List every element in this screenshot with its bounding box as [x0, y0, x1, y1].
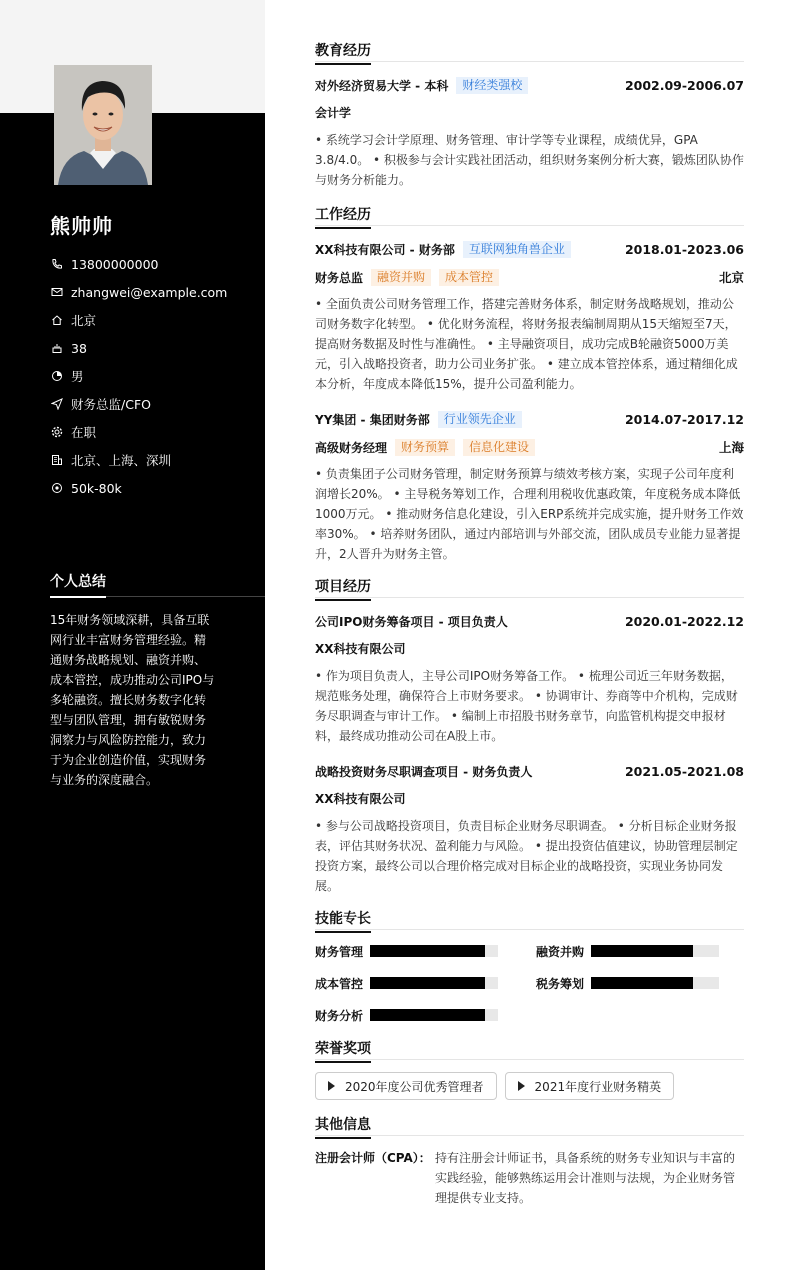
education-period: 2002.09-2006.07 — [624, 77, 744, 93]
skill-name: 税务筹划 — [536, 976, 585, 991]
skill-bar — [370, 945, 498, 957]
project-item — [315, 610, 744, 746]
skills-grid — [315, 942, 744, 1024]
skill-fill — [370, 977, 485, 989]
position-text: 财务总监/CFO — [71, 397, 151, 412]
email-text: zhangwei@example.com — [71, 284, 228, 300]
work-header — [315, 238, 744, 260]
play-icon — [518, 1081, 525, 1091]
section-title: 其他信息 — [315, 1116, 371, 1139]
skill-item — [536, 942, 744, 960]
project-desc: • 参与公司战略投资项目，负责目标企业财务尽职调查。 • 分析目标企业财务报表，评估其财务状况、盈利能力与风险。 • 提出投资估值建议，协助管理层制定投资方案，最终公司以合理价格完成对目标企业的战略投资，实现业务协同发展。 — [315, 819, 738, 893]
company-tag: 行业领先企业 — [438, 411, 522, 428]
section-header — [315, 1038, 744, 1060]
section-title: 项目经历 — [315, 578, 371, 601]
education-row — [315, 74, 744, 96]
work-desc: • 全面负责公司财务管理工作，搭建完善财务体系，制定财务战略规划，推动公司财务数字化转型。 • 优化财务流程，将财务报表编制周期从15天缩短至7天，提高财务数据及时性与准确性。 • 主导融资项目，成功完成B轮融资5000万美元，引入战略投资者，助力公司业务扩张。 • 建立成本管控体系，通过精细化成本分析，年度成本降低15%，提升公司盈利能力。 — [315, 297, 738, 391]
project-company: XX科技有限公司 — [315, 642, 406, 656]
section-title: 工作经历 — [315, 206, 371, 229]
section-title: 技能专长 — [315, 910, 371, 933]
phone-icon — [50, 258, 63, 271]
section-header — [315, 40, 744, 62]
other-value: 持有注册会计师证书，具备系统的财务专业知识与丰富的实践经验，能够熟练运用会计准则与法规，为企业财务管理提供专业支持。 — [435, 1151, 736, 1205]
project-name: 战略投资财务尽职调查项目 - 财务负责人 — [315, 764, 533, 779]
skill-name: 成本管控 — [315, 976, 364, 991]
location-text: 北京 — [71, 313, 97, 328]
section-header — [315, 204, 744, 226]
awards-section — [315, 1038, 744, 1100]
project-item — [315, 760, 744, 896]
skill-bar — [591, 945, 719, 957]
skill-name: 财务分析 — [315, 1008, 364, 1023]
award-label: 2021年度行业财务精英 — [534, 1079, 662, 1094]
skill-tag: 成本管控 — [439, 269, 499, 286]
role-row — [315, 266, 744, 288]
skill-item — [315, 1006, 536, 1024]
skill-tag: 信息化建设 — [463, 439, 535, 456]
play-icon — [328, 1081, 335, 1091]
work-desc: • 负责集团子公司财务管理，制定财务预算与绩效考核方案，实现子公司年度利润增长20%。 • 主导税务筹划工作，合理利用税收优惠政策，年度税务成本降低1000万元。 • 推动财务信息化建设，引入ERP系统并完成实施，提升财务工作效率30%。 • 培养财务团队，通过内部培训与外部交流，团队成员专业能力显著提升，2人晋升为财务主管。 — [315, 467, 744, 561]
cities-row — [50, 446, 227, 474]
project-period: 2021.05-2021.08 — [624, 763, 744, 779]
work-city: 上海 — [718, 440, 744, 455]
avatar — [54, 65, 152, 185]
skill-name: 融资并购 — [536, 944, 585, 959]
role: 高级财务经理 — [315, 440, 388, 455]
section-header — [315, 576, 744, 598]
skills-section — [315, 908, 744, 1024]
summary-title: 个人总结 — [50, 571, 106, 598]
cities-text: 北京、上海、深圳 — [71, 453, 172, 468]
company-tag: 互联网独角兽企业 — [463, 241, 571, 258]
award-label: 2020年度公司优秀管理者 — [345, 1079, 484, 1094]
status-row — [50, 418, 227, 446]
skill-bar — [370, 977, 498, 989]
other-key: 注册会计师（CPA）： — [315, 1151, 431, 1165]
skill-tag: 融资并购 — [371, 269, 431, 286]
age-row — [50, 334, 227, 362]
coin-icon — [50, 482, 63, 495]
candidate-name: 熊帅帅 — [50, 214, 113, 238]
send-icon — [50, 398, 63, 411]
work-period: 2018.01-2023.06 — [624, 241, 744, 257]
skill-item — [536, 974, 744, 992]
company-name: YY集团 - 集团财务部 — [315, 412, 430, 427]
home-icon — [50, 314, 63, 327]
school-name: 对外经济贸易大学 - 本科 — [315, 78, 449, 93]
education-section — [315, 40, 744, 190]
gender-icon — [50, 370, 63, 383]
contact-info — [50, 250, 227, 502]
gender-row — [50, 362, 227, 390]
work-header — [315, 408, 744, 430]
salary-text: 50k-80k — [71, 480, 122, 496]
skill-name: 财务管理 — [315, 944, 364, 959]
location-row — [50, 306, 227, 334]
mail-icon — [50, 286, 63, 299]
gear-icon — [50, 426, 63, 439]
gender-text: 男 — [71, 369, 84, 384]
status-text: 在职 — [71, 425, 97, 440]
email-row — [50, 278, 227, 306]
award-item — [315, 1072, 497, 1100]
project-name: 公司IPO财务筹备项目 - 项目负责人 — [315, 614, 508, 629]
section-header — [315, 1114, 744, 1136]
award-item — [505, 1072, 675, 1100]
major: 会计学 — [315, 106, 352, 120]
projects-section — [315, 576, 744, 896]
section-title: 荣誉奖项 — [315, 1040, 371, 1063]
age-text: 38 — [71, 340, 87, 356]
skill-item — [315, 974, 536, 992]
main-content — [315, 40, 744, 1208]
company-name: XX科技有限公司 - 财务部 — [315, 242, 455, 257]
work-section — [315, 204, 744, 564]
education-desc: • 系统学习会计学原理、财务管理、审计学等专业课程，成绩优异，GPA 3.8/4.0。 • 积极参与会计实践社团活动，组织财务案例分析大赛，锻炼团队协作与财务分析能力。 — [315, 133, 744, 187]
phone-row — [50, 250, 227, 278]
project-header — [315, 760, 744, 782]
work-item — [315, 408, 744, 564]
work-city: 北京 — [718, 270, 744, 285]
project-header — [315, 610, 744, 632]
cake-icon — [50, 342, 63, 355]
work-period: 2014.07-2017.12 — [624, 411, 744, 427]
section-title: 教育经历 — [315, 42, 371, 65]
project-desc: • 作为项目负责人，主导公司IPO财务筹备工作。 • 梳理公司近三年财务数据，规范账务处理，确保符合上市财务要求。 • 协调审计、券商等中介机构，完成财务尽职调查与审计工作。 • 编制上市招股书财务章节，向监管机构提交申报材料，最终成功推动公司在A股上市。 — [315, 669, 738, 743]
work-item — [315, 238, 744, 394]
summary-text: 15年财务领域深耕，具备互联网行业丰富财务管理经验。精通财务战略规划、融资并购、成本管控，成功推动公司IPO与多轮融资。擅长财务数字化转型与团队管理，拥有敏锐财务洞察力与风险防控能力，致力于为企业创造价值，实现财务与业务的深度融合。 — [50, 613, 215, 787]
awards-list — [315, 1072, 744, 1100]
skill-fill — [370, 945, 485, 957]
skill-bar — [370, 1009, 498, 1021]
phone-text: 13800000000 — [71, 256, 159, 272]
skill-fill — [591, 945, 693, 957]
skill-tag: 财务预算 — [395, 439, 455, 456]
other-section — [315, 1114, 744, 1208]
role-row — [315, 436, 744, 458]
school-tag: 财经类强校 — [456, 77, 528, 94]
skill-bar — [591, 977, 719, 989]
project-period: 2020.01-2022.12 — [624, 613, 744, 629]
skill-item — [315, 942, 536, 960]
building-icon — [50, 454, 63, 467]
position-row — [50, 390, 227, 418]
other-item — [315, 1148, 744, 1208]
skill-fill — [370, 1009, 485, 1021]
salary-row — [50, 474, 227, 502]
role: 财务总监 — [315, 270, 364, 285]
project-company: XX科技有限公司 — [315, 792, 406, 806]
section-header — [315, 908, 744, 930]
skill-fill — [591, 977, 693, 989]
